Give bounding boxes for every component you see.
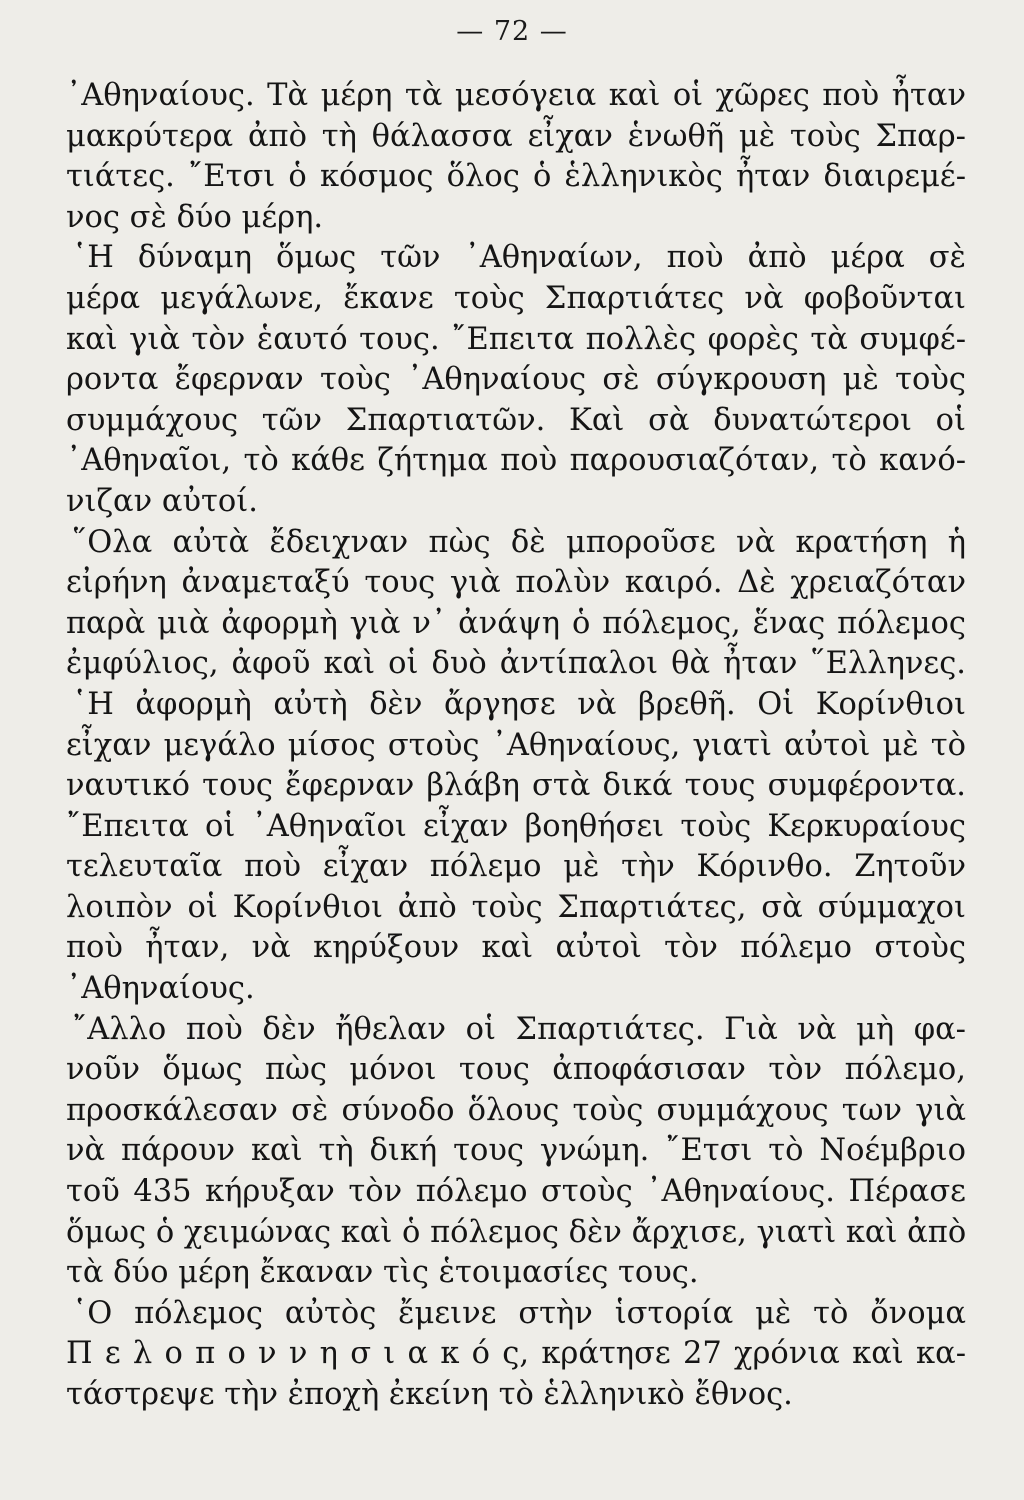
text-line: μέρα μεγάλωνε, ἔκανε τοὺς Σπαρτιάτες νὰ φοβοῦνται (66, 280, 966, 316)
text-line: ῾Η δύναμη ὅμως τῶν ᾿Αθηναίων, ποὺ ἀπὸ μέρα σὲ (72, 240, 966, 276)
body-text (66, 76, 966, 1416)
text-line: Π ε λ ο π ο ν ν η σ ι α κ ό ς, κράτησε 27 χρόνια καὶ κα- (66, 1336, 966, 1372)
text-line: λοιπὸν οἱ Κορίνθιοι ἀπὸ τοὺς Σπαρτιάτες, σὰ σύμμαχοι (66, 889, 966, 925)
text-line: εἰρήνη ἀναμεταξύ τους γιὰ πολὺν καιρό. Δὲ χρειαζόταν (66, 565, 966, 601)
text-line: ᾿Αθηναίους. Τὰ μέρη τὰ μεσόγεια καὶ οἱ χῶρες ποὺ ἦταν (66, 78, 966, 113)
text-line: εἶχαν μεγάλο μίσος στοὺς ᾿Αθηναίους, γιατὶ αὐτοὶ μὲ τὸ (66, 727, 966, 763)
text-line: νὰ πάρουν καὶ τὴ δική τους γνώμη. ῎Ετσι τὸ Νοέμβριο (66, 1133, 966, 1169)
text-line: ῞Ολα αὐτὰ ἔδειχναν πὼς δὲ μποροῦσε νὰ κρατήση ἡ (72, 524, 966, 560)
text-line: τάστρεψε τὴν ἐποχὴ ἐκείνη τὸ ἑλληνικὸ ἔθνος. (66, 1377, 793, 1412)
text-line: τελευταῖα ποὺ εἶχαν πόλεμο μὲ τὴν Κόρινθο. Ζητοῦν (66, 849, 966, 885)
text-line: τὰ δύο μέρη ἔκαναν τὶς ἑτοιμασίες τους. (66, 1255, 699, 1291)
text-line: νοῦν ὅμως πὼς μόνοι τους ἀποφάσισαν τὸν πόλεμο, (66, 1052, 966, 1088)
text-line: ροντα ἔφερναν τοὺς ᾿Αθηναίους σὲ σύγκρουση μὲ τοὺς (66, 362, 966, 398)
text-line: ῎Αλλο ποὺ δὲν ἤθελαν οἱ Σπαρτιάτες. Γιὰ νὰ μὴ φα- (72, 1011, 966, 1047)
text-line: ἐμφύλιος, ἀφοῦ καὶ οἱ δυὸ ἀντίπαλοι θὰ ἦταν ῞Ελληνες. (66, 646, 966, 682)
text-line: νος σὲ δύο μέρη. (66, 199, 324, 235)
text-line: μακρύτερα ἀπὸ τὴ θάλασσα εἶχαν ἑνωθῆ μὲ τοὺς Σπαρ- (66, 118, 966, 154)
page-number: — 72 — (456, 16, 568, 47)
text-line: ναυτικό τους ἔφερναν βλάβη στὰ δικά τους συμφέροντα. (66, 768, 966, 804)
text-line: προσκάλεσαν σὲ σύνοδο ὅλους τοὺς συμμάχους των γιὰ (66, 1092, 966, 1128)
text-line: ᾿Αθηναίους. (66, 971, 255, 1007)
text-line: καὶ γιὰ τὸν ἑαυτό τους. ῎Επειτα πολλὲς φορὲς τὰ συμφέ- (66, 321, 966, 357)
text-line: ᾿Αθηναῖοι, τὸ κάθε ζήτημα ποὺ παρουσιαζόταν, τὸ κανό- (66, 443, 966, 479)
text-line: ὅμως ὁ χειμώνας καὶ ὁ πόλεμος δὲν ἄρχισε, γιατὶ καὶ ἀπὸ (66, 1214, 967, 1250)
text-line: ποὺ ἦταν, νὰ κηρύξουν καὶ αὐτοὶ τὸν πόλεμο στοὺς (66, 930, 966, 966)
text-line: νιζαν αὐτοί. (66, 483, 258, 519)
text-line: παρὰ μιὰ ἀφορμὴ γιὰ ν᾿ ἀνάψη ὁ πόλεμος, ἕνας πόλεμος (66, 605, 966, 641)
text-line: ῾Η ἀφορμὴ αὐτὴ δὲν ἄργησε νὰ βρεθῆ. Οἱ Κορίνθιοι (72, 686, 966, 722)
text-line: ῎Επειτα οἱ ᾿Αθηναῖοι εἶχαν βοηθήσει τοὺς Κερκυραίους (66, 808, 966, 844)
text-line: τιάτες. ῎Ετσι ὁ κόσμος ὅλος ὁ ἑλληνικὸς ἦταν διαιρεμέ- (66, 159, 966, 195)
text-line: ῾Ο πόλεμος αὐτὸς ἔμεινε στὴν ἱστορία μὲ τὸ ὄνομα (72, 1295, 966, 1331)
text-line: τοῦ 435 κήρυξαν τὸν πόλεμο στοὺς ᾿Αθηναίους. Πέρασε (66, 1174, 966, 1210)
text-line: συμμάχους τῶν Σπαρτιατῶν. Καὶ σὰ δυνατώτεροι οἱ (66, 402, 966, 438)
